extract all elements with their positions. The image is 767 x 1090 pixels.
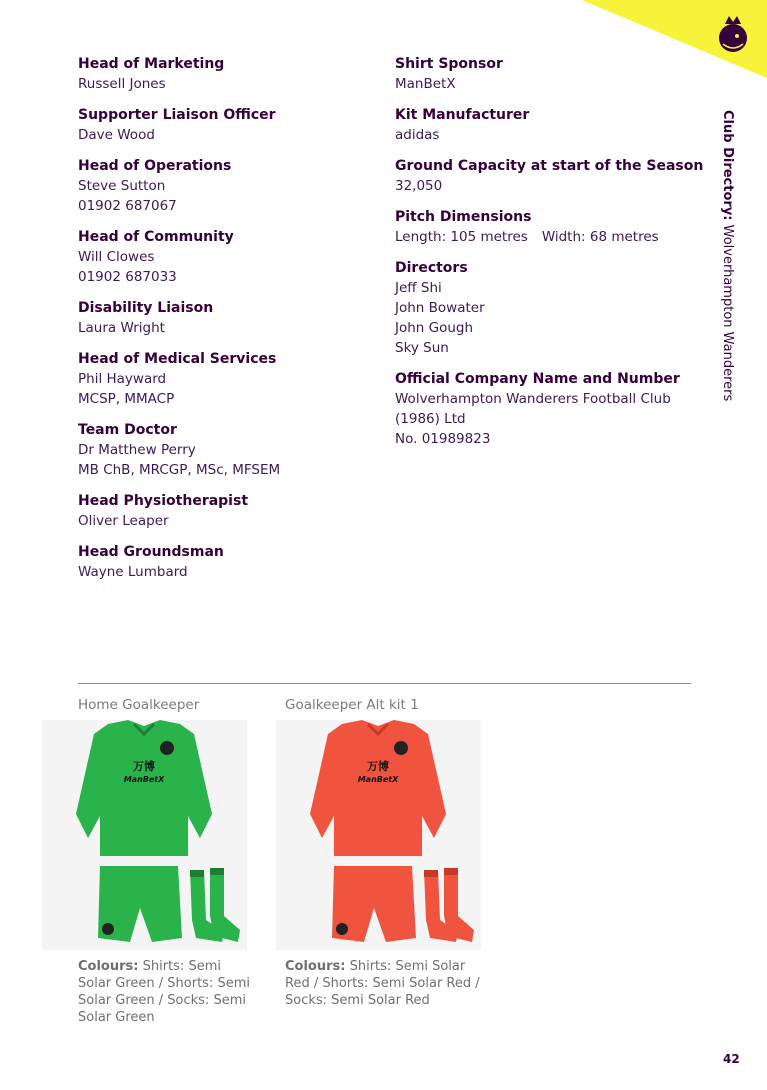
entry-value: ManBetX	[395, 76, 456, 92]
colours-text: Shirts: Semi Solar Green / Shorts: Semi Solar Green / Socks: Semi Solar Green	[78, 959, 250, 1025]
section-divider	[78, 683, 691, 684]
entry-value: Wayne Lumbard	[78, 564, 188, 580]
directory-entry	[78, 491, 378, 531]
company-entry	[395, 369, 705, 449]
sponsor-cn: 万博	[133, 760, 155, 773]
side-title-club: Wolverhampton Wanderers	[720, 224, 735, 402]
entry-label: Shirt Sponsor	[395, 56, 503, 72]
directory-entry	[78, 227, 378, 287]
entry-value: Will Clowes	[78, 249, 155, 265]
left-column	[78, 54, 378, 593]
colours-label: Colours:	[78, 959, 139, 974]
directory-entry	[78, 156, 378, 216]
page-number: 42	[723, 1052, 740, 1066]
side-title-bold: Club Directory:	[720, 110, 735, 221]
entry-label: Head of Medical Services	[78, 351, 277, 367]
director-name: Sky Sun	[395, 340, 449, 356]
directory-entry	[78, 105, 378, 145]
entry-value: Steve Sutton	[78, 178, 166, 194]
red-goalkeeper-kit-image	[276, 720, 481, 950]
sponsor-cn: 万博	[367, 760, 389, 773]
sponsor-logo: ManBetX	[123, 775, 165, 784]
kit-colours	[285, 958, 490, 1009]
company-number: No. 01989823	[395, 431, 491, 447]
entry-label: Kit Manufacturer	[395, 107, 530, 123]
entry-label: Head of Operations	[78, 158, 232, 174]
entry-label: Directors	[395, 260, 468, 276]
entry-value: adidas	[395, 127, 440, 143]
director-name: John Bowater	[395, 300, 485, 316]
entry-phone: 01902 687033	[78, 269, 177, 285]
director-name: Jeff Shi	[395, 280, 442, 296]
entry-label: Head of Community	[78, 229, 234, 245]
entry-label: Head Physiotherapist	[78, 493, 249, 509]
entry-value: Laura Wright	[78, 320, 165, 336]
entry-label: Official Company Name and Number	[395, 371, 680, 387]
directory-entry	[395, 54, 705, 94]
kit-title: Home Goalkeeper	[78, 697, 200, 713]
pitch-dimensions-value	[395, 227, 705, 247]
entry-value: Dr Matthew Perry	[78, 442, 196, 458]
kit-title: Goalkeeper Alt kit 1	[285, 697, 419, 713]
company-name: Wolverhampton Wanderers Football Club	[395, 391, 671, 407]
kit-colours	[78, 958, 253, 1026]
side-title	[720, 110, 735, 401]
pitch-width: Width: 68 metres	[541, 229, 659, 245]
directory-entry	[78, 420, 378, 480]
colours-label: Colours:	[285, 959, 346, 974]
entry-value: Dave Wood	[78, 127, 155, 143]
right-column	[395, 54, 705, 460]
pitch-dimensions-entry	[395, 207, 705, 247]
colours-text: Shirts: Semi Solar Red / Shorts: Semi Solar Red / Socks: Semi Solar Red	[285, 959, 480, 1008]
directory-entry	[78, 298, 378, 338]
entry-label: Ground Capacity at start of the Season	[395, 158, 704, 174]
entry-value: Russell Jones	[78, 76, 166, 92]
directory-entry	[395, 105, 705, 145]
entry-qualifications: MCSP, MMACP	[78, 391, 175, 407]
directory-entry	[78, 54, 378, 94]
directory-entry	[395, 156, 705, 196]
entry-value: Oliver Leaper	[78, 513, 169, 529]
entry-label: Head of Marketing	[78, 56, 225, 72]
entry-label: Disability Liaison	[78, 300, 214, 316]
sponsor-logo: ManBetX	[357, 775, 399, 784]
directory-entry	[78, 542, 378, 582]
company-name-cont: (1986) Ltd	[395, 411, 466, 427]
entry-label: Supporter Liaison Officer	[78, 107, 276, 123]
directors-entry	[395, 258, 705, 358]
green-goalkeeper-kit-image	[42, 720, 247, 950]
entry-phone: 01902 687067	[78, 198, 177, 214]
entry-label: Team Doctor	[78, 422, 177, 438]
entry-qualifications: MB ChB, MRCGP, MSc, MFSEM	[78, 462, 281, 478]
director-name: John Gough	[395, 320, 474, 336]
entry-label: Pitch Dimensions	[395, 209, 532, 225]
pitch-length: Length: 105 metres	[395, 229, 528, 245]
entry-value: 32,050	[395, 178, 443, 194]
entry-value: Phil Hayward	[78, 371, 167, 387]
directory-entry	[78, 349, 378, 409]
entry-label: Head Groundsman	[78, 544, 224, 560]
